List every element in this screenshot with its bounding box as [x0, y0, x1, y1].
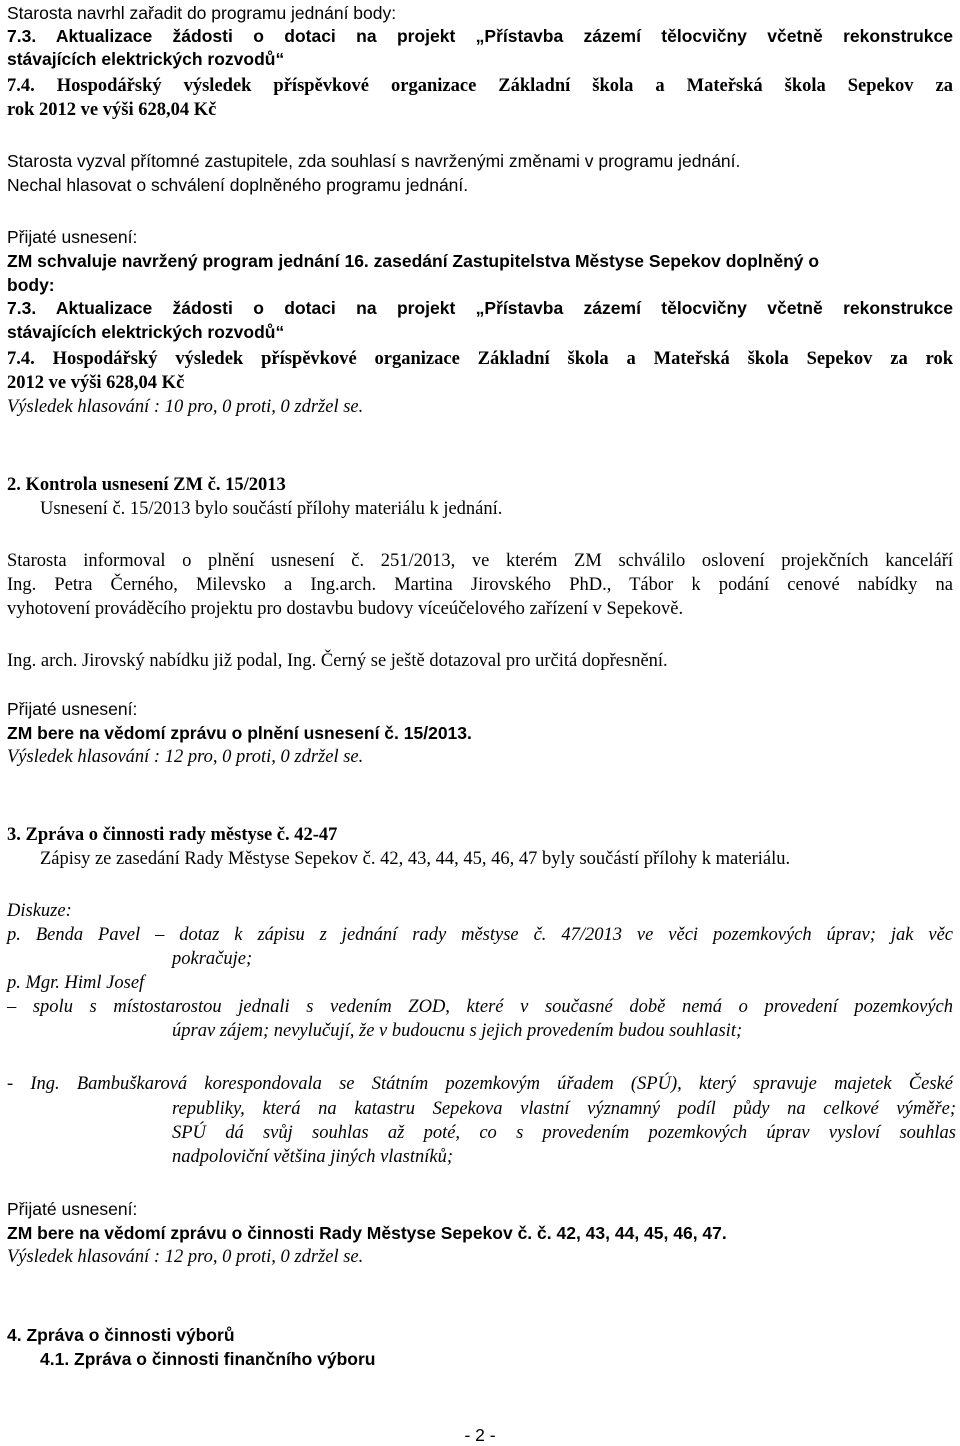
- text-line: Nechal hlasovat o schválení doplněného programu jednání.: [7, 175, 469, 195]
- text-line: Starosta informoval o plnění usnesení č. 251/2013, ve kterém ZM schválilo oslovení projekčních kanceláří: [7, 551, 953, 571]
- section-title: 4. Zpráva o činnosti výborů: [7, 1325, 235, 1345]
- text-line: Starosta navrhl zařadit do programu jednání body:: [7, 3, 397, 23]
- text-line: Ing. arch. Jirovský nabídku již podal, Ing. Černý se ještě dotazoval pro určitá dopřesnění.: [7, 651, 668, 671]
- text-line: vyhotovení prováděcího projektu pro dostavbu budovy víceúčelového zařízení v Sepekově.: [7, 599, 684, 619]
- text-line: Ing. Petra Černého, Milevsko a Ing.arch. Martina Jirovského PhD., Tábor k podání cenové nabídky na: [7, 575, 953, 595]
- resolution-heading: Přijaté usnesení:: [7, 227, 138, 247]
- resolution-heading: Přijaté usnesení:: [7, 699, 138, 719]
- vote-result: Výsledek hlasování : 10 pro, 0 proti, 0 zdržel se.: [7, 397, 364, 417]
- text-line: 7.3. Aktualizace žádosti o dotaci na projekt „Přístavba zázemí tělocvičny včetně rekonstrukce: [7, 298, 953, 318]
- text-line: Zápisy ze zasedání Rady Městyse Sepekov č. 42, 43, 44, 45, 46, 47 byly součástí přílohy k materiálu.: [40, 849, 791, 869]
- subsection-title: 4.1. Zpráva o činnosti finančního výboru: [40, 1349, 376, 1369]
- vote-result: Výsledek hlasování : 12 pro, 0 proti, 0 zdržel se.: [7, 747, 364, 767]
- text-line: 7.3. Aktualizace žádosti o dotaci na projekt „Přístavba zázemí tělocvičny včetně rekonstrukce: [7, 26, 953, 46]
- text-line: nadpoloviční většina jiných vlastníků;: [172, 1147, 454, 1167]
- text-line: republiky, která na katastru Sepekova vlastní významný podíl půdy na celkové výměře;: [172, 1099, 956, 1119]
- text-line: úprav zájem; nevylučují, že v budoucnu s jejich provedením budou souhlasit;: [172, 1021, 743, 1041]
- vote-result: Výsledek hlasování : 12 pro, 0 proti, 0 zdržel se.: [7, 1247, 364, 1267]
- text-line: - Ing. Bambuškarová korespondovala se Státním pozemkovým úřadem (SPÚ), který spravuje majetek České: [7, 1074, 953, 1094]
- text-line: stávajících elektrických rozvodů“: [7, 49, 285, 69]
- text-line: ZM schvaluje navržený program jednání 16. zasedání Zastupitelstva Městyse Sepekov doplněný o: [7, 251, 820, 271]
- text-line: 7.4. Hospodářský výsledek příspěvkové organizace Základní škola a Mateřská škola Sepekov za: [7, 76, 953, 96]
- text-line: 7.4. Hospodářský výsledek příspěvkové organizace Základní škola a Mateřská škola Sepekov za rok: [7, 349, 953, 369]
- text-line: p. Benda Pavel – dotaz k zápisu z jednání rady městyse č. 47/2013 ve věci pozemkových úprav; jak věc: [7, 925, 953, 945]
- text-line: body:: [7, 275, 55, 295]
- section-title: 2. Kontrola usnesení ZM č. 15/2013: [7, 475, 286, 495]
- text-line: pokračuje;: [172, 949, 253, 969]
- text-line: Starosta vyzval přítomné zastupitele, zda souhlasí s navrženými změnami v programu jednání.: [7, 151, 741, 171]
- discussion-heading: Diskuze:: [7, 901, 72, 921]
- text-line: rok 2012 ve výši 628,04 Kč: [7, 100, 217, 120]
- text-line: ZM bere na vědomí zprávu o plnění usnesení č. 15/2013.: [7, 723, 472, 743]
- resolution-heading: Přijaté usnesení:: [7, 1199, 138, 1219]
- page-number: - 2 -: [464, 1425, 496, 1445]
- text-line: stávajících elektrických rozvodů“: [7, 322, 285, 342]
- text-line: 2012 ve výši 628,04 Kč: [7, 373, 185, 393]
- text-line: p. Mgr. Himl Josef: [7, 973, 145, 993]
- section-title: 3. Zpráva o činnosti rady městyse č. 42-47: [7, 825, 338, 845]
- text-line: ZM bere na vědomí zprávu o činnosti Rady Městyse Sepekov č. č. 42, 43, 44, 45, 46, 47.: [7, 1223, 727, 1243]
- text-line: SPÚ dá svůj souhlas až poté, co s provedením pozemkových úprav vysloví souhlas: [172, 1123, 956, 1143]
- text-line: – spolu s místostarostou jednali s vedením ZOD, které v současné době nemá o provedení pozemkových: [7, 997, 953, 1017]
- text-line: Usnesení č. 15/2013 bylo součástí přílohy materiálu k jednání.: [40, 499, 503, 519]
